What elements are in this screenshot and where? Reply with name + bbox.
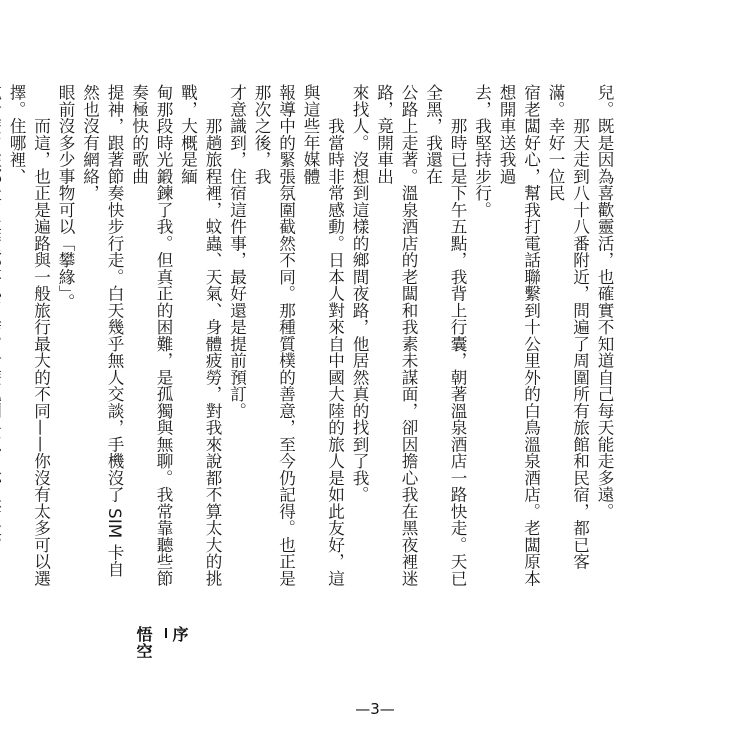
text-column: 才意識到，住宿這件事，最好還是提前預訂。 [227,84,247,419]
running-head [134,626,188,660]
text-column: 兒。既是因為喜歡靈活，也確實不知道自己每天能走多遠。 [595,84,614,520]
text-column: 我當時非常感動。日本人對來自中國大陸的旅人是如此友好，這與這些年媒體 [301,84,345,587]
text-column [0,84,4,588]
text-column: 宿老闆好心，幫我打電話聯繫到十公里外的白鳥溫泉酒店。老闆原本想開車送我過 [497,84,541,587]
text-column: 公路上走著。溫泉酒店的老闆和我素未謀面，卻因擔心我在黑夜裡迷路，竟開車出 [374,84,418,587]
text-column: 去，我堅持步行。 [472,84,492,218]
body-text [7,84,616,588]
text-column: 那時已是下午五點，我背上行囊，朝著溫泉酒店一路快走。天已全黑，我還在 [423,84,467,587]
text-column: 報導中的緊張氛圍截然不同。那種質樸的善意，至今仍記得。也正是那次之後，我 [252,84,296,587]
text-column: 來找人。沒想到這樣的鄉間夜路，他居然真的找到了我。 [350,84,369,503]
page-number: —3— [355,700,395,718]
running-head-title: 悟空 [134,626,153,660]
text-column: 而這，也正是遍路與一般旅行最大的不同——你沒有太多可以選擇。住哪裡、 [7,84,51,587]
text-column: 那天走到八十八番附近，問遍了周圍所有旅館和民宿，都已客滿。幸好一位民 [546,84,590,570]
text-column: 那趟旅程裡，蚊蟲、天氣、身體疲勞，對我來說都不算太大的挑戰，大概是緬 [178,84,222,587]
running-head-separator [165,628,167,638]
text-column: 提神，跟著節奏快步行走。白天幾乎無人交談，手機沒了 SIM 卡自然也沒有網絡， [80,84,124,578]
text-column: 甸那段時光鍛鍊了我。但真正的困難，是孤獨與無聊。我常靠聽些節奏極快的歌曲 [129,84,173,587]
text-column: 眼前沒多少事物可以「攀緣」。 [56,84,75,311]
running-head-section: 序 [170,626,189,643]
